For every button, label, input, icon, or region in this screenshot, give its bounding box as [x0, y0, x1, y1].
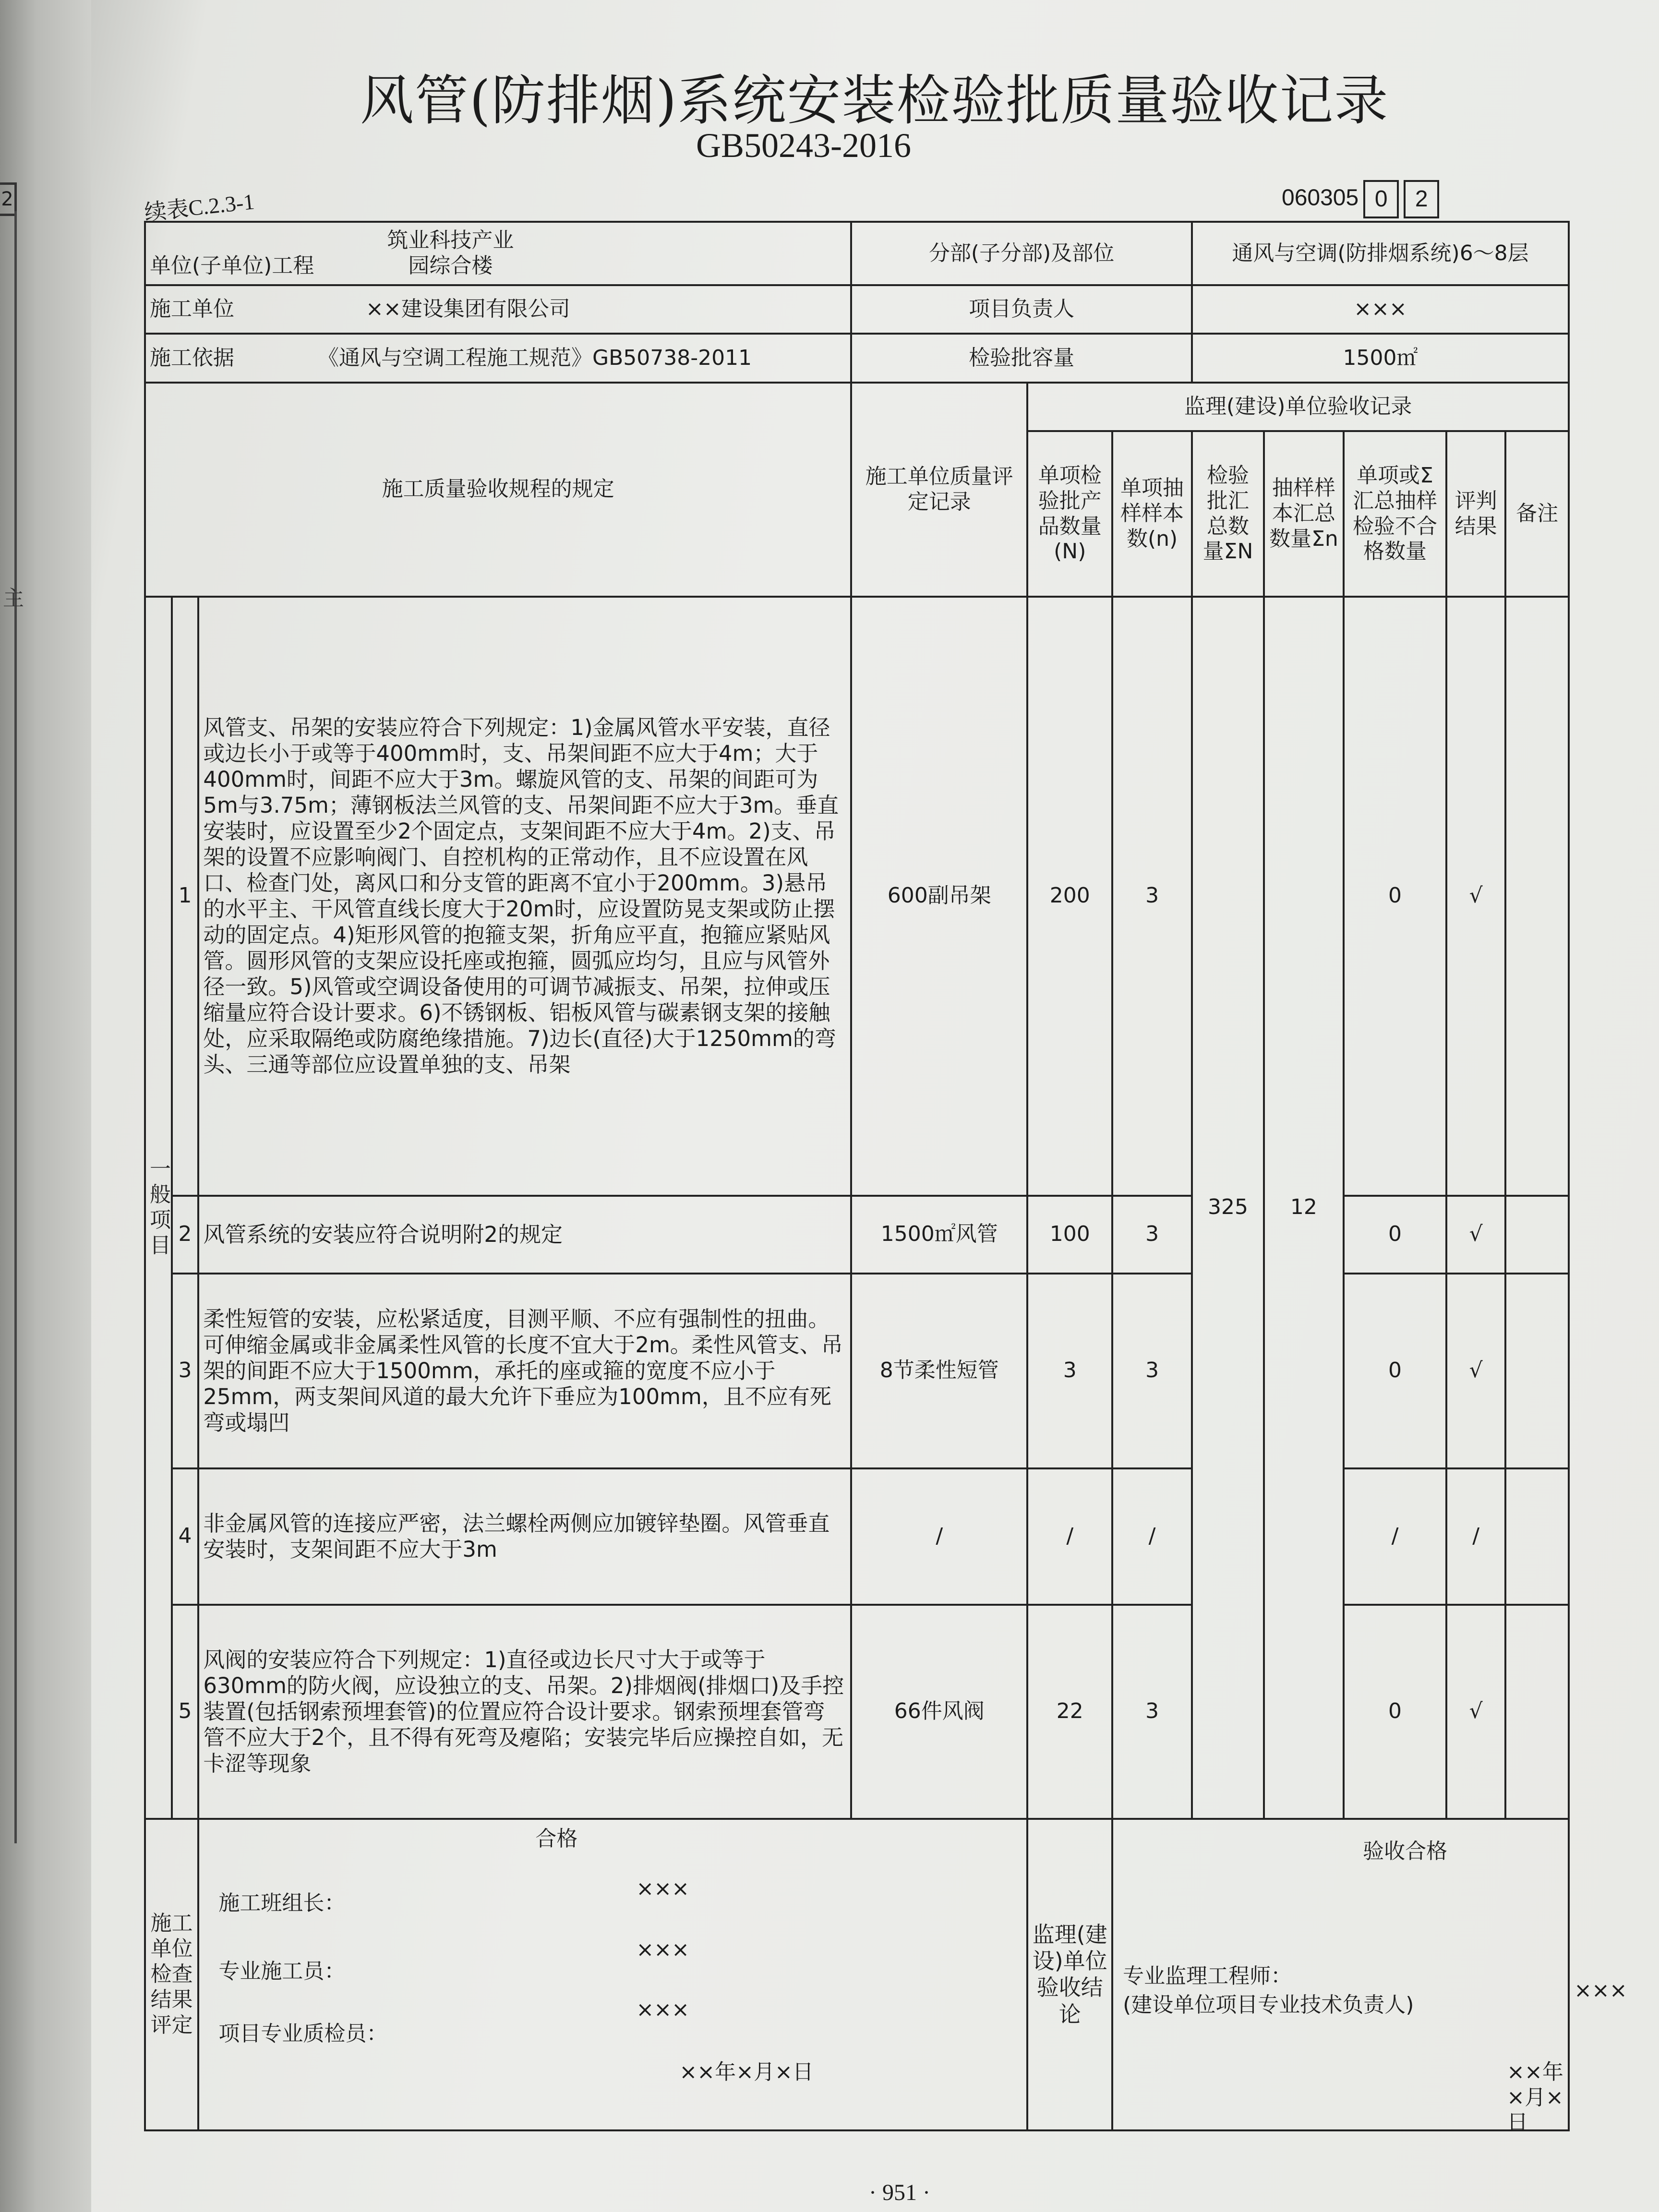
supervision-date: ××年×月×日: [1507, 2059, 1563, 2135]
item-sample-count: 3: [1112, 1274, 1192, 1468]
item-sample-count: 3: [1112, 597, 1192, 1196]
item-batch-quantity: /: [1027, 1468, 1112, 1605]
table-row: [145, 1274, 1569, 1468]
item-note: [1505, 1196, 1569, 1274]
engineer-label: 专业监理工程师：: [1123, 1963, 1292, 1988]
table-row: [145, 597, 1569, 1196]
basis-value: 《通风与空调工程施工规范》GB50738-2011: [318, 345, 752, 370]
builder-label: 施工单位: [150, 297, 234, 322]
item-record: 66件风阀: [851, 1605, 1027, 1819]
record-code-prefix: 060305: [1282, 185, 1359, 211]
engineer-signature: ×××: [1574, 1978, 1627, 2003]
adjacent-page: [0, 0, 91, 2212]
table-row: [145, 1605, 1569, 1819]
item-no: 4: [172, 1468, 199, 1605]
col-fail-count: 单项或Σ汇总抽样检验不合格数量: [1344, 431, 1446, 597]
page-title: 风管(防排烟)系统安装检验批质量验收记录: [360, 70, 1389, 132]
rules-header: 施工质量验收规程的规定: [145, 383, 851, 597]
info-row-basis: [145, 334, 851, 382]
item-fail-count: 0: [1344, 597, 1446, 1196]
item-record: 1500㎡风管: [851, 1196, 1027, 1274]
item-requirement: 风管支、吊架的安装应符合下列规定：1)金属风管水平安装，直径或边长小于或等于400mm时，支、吊架间距不应大于4m；大于400mm时，间距不应大于3m。螺旋风管的支、吊架的间距可为5m与3.75m；薄钢板法兰风管的支、吊架间距不应大于3m。垂直安装时，应设置至少2个固定点，支架间距不应大于4m。2)支、吊架的设置不应影响阀门、自控机构的正常动作，且不应设置在风口、检查门处，离风口和分支管的距离不宜小于200mm。3)悬吊的水平主、干风管直线长度大于20m时，应设置防晃支架或防止摆动的固定点。4)矩形风管的抱箍支架，折角应平直，抱箍应紧贴风管。圆形风管的支架应设托座或抱箍，圆弧应均匀，且应与风管外径一致。5)风管或空调设备使用的可调节减振支、吊架，拉伸或压缩量应符合设计要求。6)不锈钢板、铝板风管与碳素钢支架的接触处，应采取隔绝或防腐绝缘措施。7)边长(直径)大于1250mm的弯头、三通等部位应设置单独的支、吊架: [198, 597, 851, 1196]
inspection-table: [144, 221, 1627, 2135]
worker-signature: ×××: [636, 1937, 689, 1962]
builder-result: 合格: [535, 1826, 578, 1851]
manager-label: 项目负责人: [851, 285, 1192, 334]
record-code-box-1: 0: [1363, 180, 1399, 218]
item-batch-quantity: 100: [1027, 1196, 1112, 1274]
signature-row: [145, 1819, 1569, 2130]
supervision-result: 验收合格: [1363, 1839, 1448, 1863]
item-record: /: [851, 1468, 1027, 1605]
record-code: [1282, 180, 1439, 218]
batch-sum-value: 325: [1192, 597, 1264, 1819]
item-batch-quantity: 22: [1027, 1605, 1112, 1819]
team-leader-signature: ×××: [636, 1876, 689, 1901]
item-fail-count: 0: [1344, 1605, 1446, 1819]
item-note: [1505, 1605, 1569, 1819]
item-fail-count: 0: [1344, 1274, 1446, 1468]
item-no: 3: [172, 1274, 199, 1468]
supervision-header: 监理(建设)单位验收记录: [1027, 383, 1569, 431]
supervision-signature-block: [1113, 1820, 1627, 2135]
item-judgement: √: [1446, 597, 1505, 1196]
col-sample-count: 单项抽样样本数(n): [1112, 431, 1192, 597]
self-record-header: 施工单位质量评定记录: [851, 383, 1027, 597]
sample-sum-value: 12: [1264, 597, 1344, 1819]
document-page: [91, 0, 1659, 2212]
adjacent-page-rule: [14, 211, 17, 1843]
item-judgement: √: [1446, 1196, 1505, 1274]
item-batch-quantity: 3: [1027, 1274, 1112, 1468]
item-note: [1505, 1468, 1569, 1605]
col-batch-quantity: 单项检验批产品数量(N): [1027, 431, 1112, 597]
adjacent-page-text: 主: [3, 586, 24, 611]
col-sample-sum: 抽样样本汇总数量Σn: [1264, 431, 1344, 597]
manager-value: ×××: [1192, 285, 1569, 334]
adjacent-page-box: 2: [0, 182, 17, 216]
col-note: 备注: [1505, 431, 1569, 597]
item-requirement: 风阀的安装应符合下列规定：1)直径或边长尺寸大于或等于630mm的防火阀，应设独立的支、吊架。2)排烟阀(排烟口)及手控装置(包括钢索预埋套管)的位置应符合设计要求。钢索预埋套管弯管不应大于2个，且不得有死弯及瘪陷；安装完毕后应操控自如，无卡涩等现象: [198, 1605, 851, 1819]
item-sample-count: /: [1112, 1468, 1192, 1605]
engineer-note: (建设单位项目专业技术负责人): [1123, 1992, 1414, 2017]
standard-code: GB50243-2016: [696, 126, 911, 165]
item-requirement: 非金属风管的连接应严密，法兰螺栓两侧应加镀锌垫圈。风管垂直安装时，支架间距不应大于3m: [198, 1468, 851, 1605]
item-fail-count: /: [1344, 1468, 1446, 1605]
capacity-value: 1500㎡: [1192, 334, 1569, 382]
division-label: 分部(子分部)及部位: [851, 222, 1192, 285]
item-no: 2: [172, 1196, 199, 1274]
capacity-label: 检验批容量: [851, 334, 1192, 382]
builder-result-label: 施工单位检查结果评定: [145, 1819, 198, 2130]
item-no: 1: [172, 597, 199, 1196]
group-label: 一般项目: [145, 597, 172, 1819]
item-judgement: √: [1446, 1605, 1505, 1819]
item-requirement: 风管系统的安装应符合说明附2的规定: [198, 1196, 851, 1274]
builder-signature-block: [199, 1820, 1026, 2129]
item-record: 600副吊架: [851, 597, 1027, 1196]
unit-label: 单位(子单位)工程: [150, 253, 314, 278]
item-record: 8节柔性短管: [851, 1274, 1027, 1468]
basis-label: 施工依据: [150, 345, 234, 370]
qc-label: 项目专业质检员：: [218, 2021, 388, 2046]
record-code-box-2: 2: [1404, 180, 1439, 218]
item-batch-quantity: 200: [1027, 597, 1112, 1196]
supervision-result-label: 监理(建设)单位验收结论: [1027, 1819, 1112, 2130]
unit-value: 筑业科技产业园综合楼: [387, 228, 514, 278]
col-batch-sum: 检验批汇总数量ΣN: [1192, 431, 1264, 597]
qc-signature: ×××: [636, 1997, 689, 2022]
form-number: 续表C.2.3-1: [143, 189, 256, 225]
builder-date: ××年×月×日: [679, 2059, 814, 2084]
worker-label: 专业施工员：: [218, 1959, 346, 1984]
page-number: · 951 ·: [869, 2180, 930, 2205]
item-fail-count: 0: [1344, 1196, 1446, 1274]
item-judgement: /: [1446, 1468, 1505, 1605]
col-judgement: 评判结果: [1446, 431, 1505, 597]
team-leader-label: 施工班组长：: [218, 1890, 346, 1915]
item-note: [1505, 597, 1569, 1196]
item-sample-count: 3: [1112, 1605, 1192, 1819]
item-no: 5: [172, 1605, 199, 1819]
item-judgement: √: [1446, 1274, 1505, 1468]
info-row-unit: [145, 222, 851, 285]
table-row: [145, 1196, 1569, 1274]
table-row: [145, 1468, 1569, 1605]
builder-value: ××建设集团有限公司: [366, 297, 570, 322]
info-row-builder: [145, 285, 851, 334]
division-value: 通风与空调(防排烟系统)6～8层: [1192, 222, 1569, 285]
item-sample-count: 3: [1112, 1196, 1192, 1274]
item-note: [1505, 1274, 1569, 1468]
item-requirement: 柔性短管的安装，应松紧适度，目测平顺、不应有强制性的扭曲。可伸缩金属或非金属柔性风管的长度不宜大于2m。柔性风管支、吊架的间距不应大于1500mm，承托的座或箍的宽度不应小于25mm，两支架间风道的最大允许下垂应为100mm，且不应有死弯或塌凹: [198, 1274, 851, 1468]
